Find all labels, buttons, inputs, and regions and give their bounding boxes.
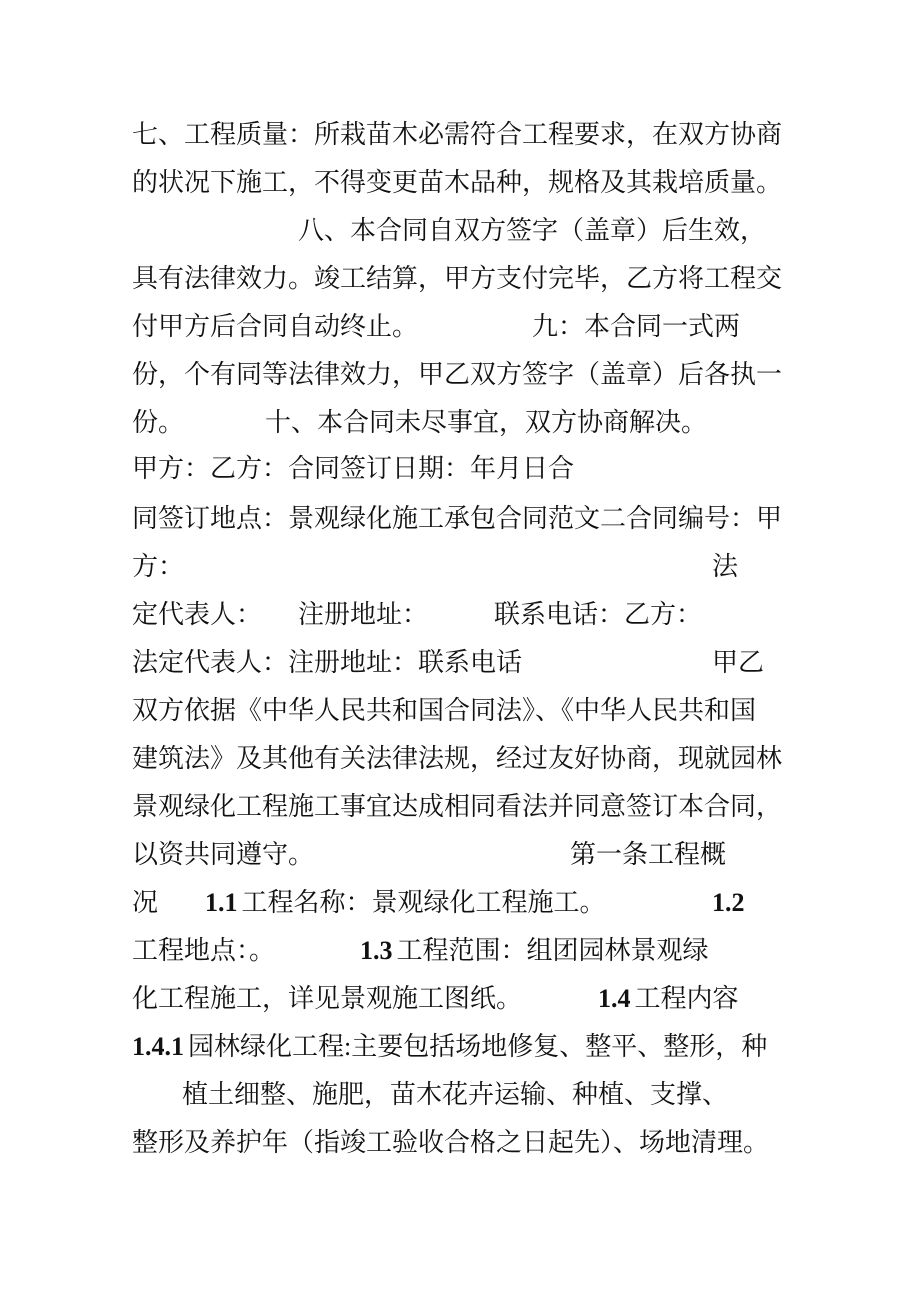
text-line-segment [494,599,702,631]
text-line-segment [132,695,756,727]
text-line-segment [532,311,740,343]
clause-text: 双方依据《中华人民共和国合同法》、《中华人民共和国 [132,696,757,725]
text-line-segment [132,453,574,485]
clause-text: 份。 [132,408,185,437]
text-line-segment [132,1031,767,1063]
clause-text: 园林绿化工程:主要包括场地修复、整平、整形，种 [188,1032,768,1061]
clause-text: 甲乙 [712,648,765,677]
text-line-segment [205,887,606,919]
text-line-segment [712,887,749,919]
text-line-segment [132,599,262,631]
clause-text: 的状况下施工，不得变更苗木品种，规格及其栽培质量。 [132,168,783,197]
text-line-segment [132,407,184,439]
text-line-segment [265,407,707,439]
text-line-segment [132,839,314,871]
text-line-segment [132,1127,769,1159]
text-line-segment [132,743,782,775]
text-line-segment [132,263,782,295]
clause-text: 整形及养护年（指竣工验收合格之日起先）、场地清理。 [132,1128,770,1157]
text-line-segment [132,935,275,967]
text-line-segment [132,119,782,151]
clause-text: 法 [712,552,739,581]
clause-text: 况 [132,888,159,917]
clause-number: 1.4.1 [132,1032,184,1061]
clause-text: 第一条工程概 [570,840,727,869]
text-line-segment [298,215,766,247]
clause-text: 定代表人： [132,600,263,629]
clause-number: 1.2 [712,888,745,917]
clause-text: 工程名称：景观绿化工程施工。 [241,888,606,917]
text-line-segment [298,599,428,631]
clause-text: 七、工程质量：所栽苗木必需符合工程要求，在双方协商 [132,120,783,149]
clause-number: 1.3 [360,936,393,965]
clause-text: 付甲方后合同自动终止。 [132,312,419,341]
text-line-segment [132,983,522,1015]
text-line-segment [712,551,738,583]
text-line-segment [132,311,418,343]
clause-text: 景观绿化工程施工事宜达成相同看法并同意签订本合同， [132,792,783,821]
clause-text: 方： [132,552,185,581]
text-line-segment [132,551,184,583]
text-line-segment [132,647,522,679]
text-line-segment [132,791,782,823]
clause-text: 工程地点：。 [132,936,276,965]
clause-text: 工程范围：组团园林景观绿 [396,936,709,965]
clause-text: 联系电话：乙方： [494,600,703,629]
clause-text: 十、本合同未尽事宜，双方协商解决。 [265,408,708,437]
clause-text: 建筑法》及其他有关法律法规，经过友好协商，现就园林 [132,744,783,773]
text-line-segment [132,359,782,391]
clause-text: 注册地址： [298,600,429,629]
clause-text: 化工程施工，详见景观施工图纸。 [132,984,523,1013]
clause-number: 1.1 [205,888,238,917]
clause-text: 同签订地点：景观绿化施工承包合同范文二合同编号：甲 [132,504,783,533]
clause-text: 以资共同遵守。 [132,840,315,869]
clause-text: 植土细整、施肥，苗木花卉运输、种植、支撑、 [182,1080,729,1109]
text-line-segment [360,935,709,967]
clause-text: 法定代表人：注册地址：联系电话 [132,648,523,677]
text-line-segment [598,983,739,1015]
clause-text: 具有法律效力。竣工结算，甲方支付完毕，乙方将工程交 [132,264,783,293]
clause-number: 1.4 [598,984,631,1013]
text-line-segment [182,1079,728,1111]
text-line-segment [712,647,764,679]
clause-text: 八、本合同自双方签字（盖章）后生效， [298,216,767,245]
text-line-segment [132,503,782,535]
clause-text: 九：本合同一式两 [532,312,741,341]
text-line-segment [132,887,158,919]
text-line-segment [570,839,726,871]
clause-text: 工程内容 [634,984,739,1013]
clause-text: 甲方：乙方：合同签订日期：年月日合 [132,454,575,483]
clause-text: 份，个有同等法律效力，甲乙双方签字（盖章）后各执一 [132,360,783,389]
text-line-segment [132,167,782,199]
